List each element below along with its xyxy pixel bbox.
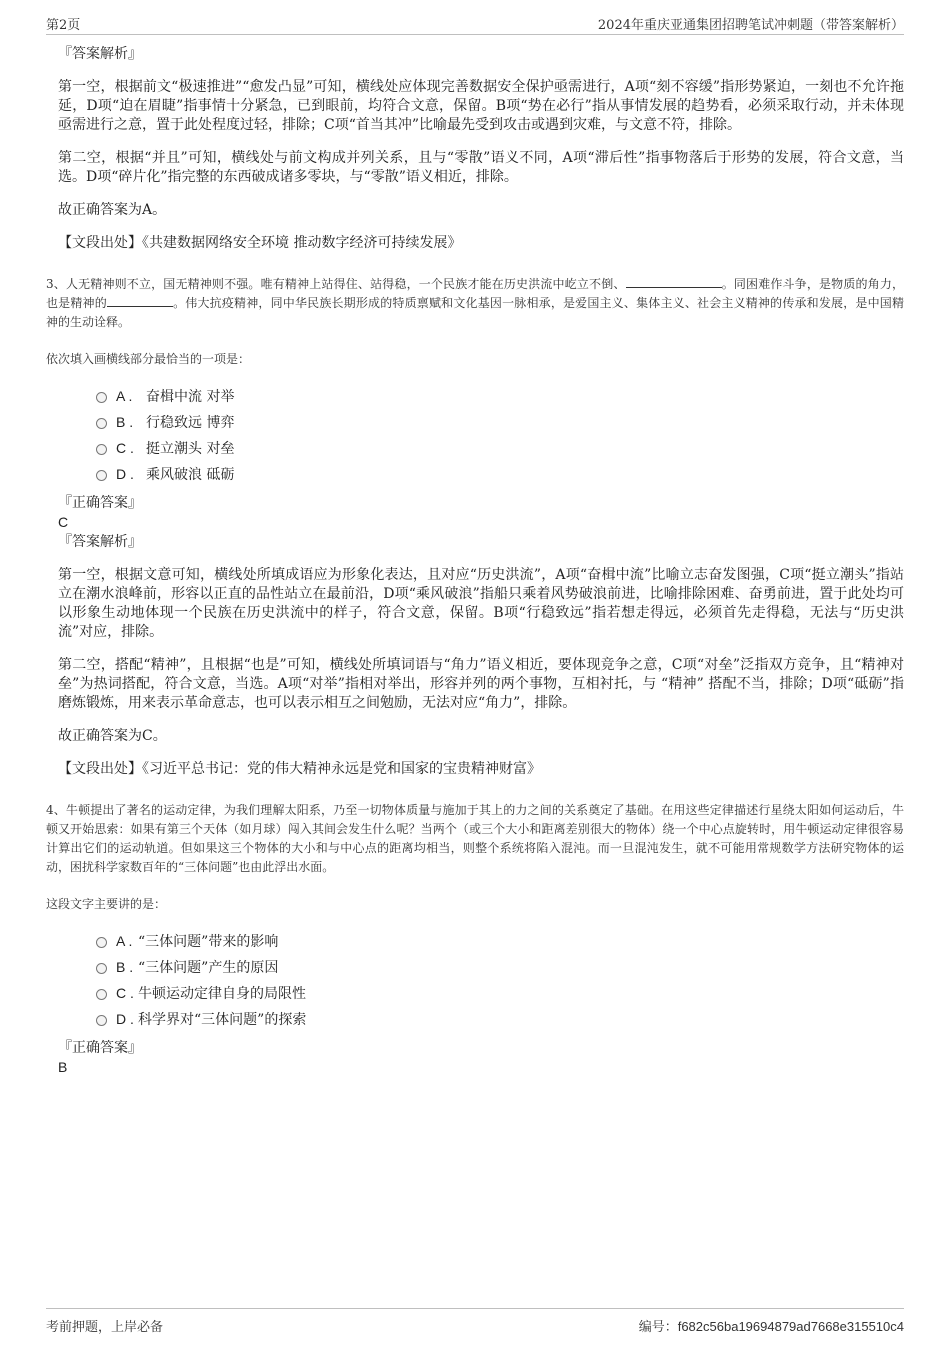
option-b[interactable]: B . 行稳致远 博弈 <box>94 409 904 435</box>
analysis-paragraph: 第二空，根据“并且”可知，横线处与前文构成并列关系，且与“零散”语义不同，A项“滞后性”指事物落后于形势的发展，符合文意，当选。D项“碎片化”指完整的东西破成诸多零块，与“零散”语义相近，排除。 <box>58 150 904 185</box>
question-3 <box>46 275 904 779</box>
option-c[interactable]: C . 牛顿运动定律自身的局限性 <box>94 980 904 1006</box>
option-list <box>94 383 904 487</box>
page-content <box>46 44 904 1077</box>
option-d[interactable]: D . 科学界对“三体问题”的探索 <box>94 1006 904 1032</box>
analysis-paragraph: 第一空，根据前文“极速推进”“愈发凸显”可知，横线处应体现完善数据安全保护亟需进行，A项“刻不容缓”指形势紧迫，一刻也不允许拖延，D项“迫在眉睫”指事情十分紧急，已到眼前，均符合文意，保留。B项“势在必行”指从事情发展的趋势看，必须采取行动，并未体现亟需进行之意，置于此处程度过轻，排除；C项“首当其冲”比喻最先受到攻击或遇到灾难，与文意不符，排除。 <box>58 79 904 133</box>
page-number: 第2页 <box>46 18 81 33</box>
option-a[interactable]: A . 奋楫中流 对举 <box>94 383 904 409</box>
radio-circle-icon[interactable] <box>96 470 107 481</box>
question-stem: 3、人无精神则不立，国无精神则不强。唯有精神上站得住、站得稳，一个民族才能在历史洪流中屹立不倒、 。同困难作斗争，是物质的角力，也是精神的 。伟大抗疫精神，同中华民族长期形成的特质禀赋和文化基因一脉相承，是爱国主义、集体主义、社会主义精神的传承和发展，是中国精神的生动诠释。 <box>46 277 904 329</box>
option-b[interactable]: B . “三体问题”产生的原因 <box>94 954 904 980</box>
source-line <box>58 234 904 253</box>
radio-circle-icon[interactable] <box>96 418 107 429</box>
question-prompt: 依次填入画横线部分最恰当的一项是： <box>46 352 251 366</box>
answer-conclusion: 故正确答案为A。 <box>58 202 167 218</box>
q2-analysis-section <box>46 44 904 253</box>
correct-answer-value: C <box>58 514 69 530</box>
correct-answer-label: 『正确答案』 <box>58 1040 142 1056</box>
answer-blank <box>626 275 722 288</box>
answer-blank <box>107 294 173 307</box>
source-title: 《共建数据网络安全环境 推动数字经济可持续发展》 <box>142 235 462 251</box>
option-list <box>94 928 904 1032</box>
correct-answer-label: 『正确答案』 <box>58 495 142 511</box>
correct-answer-value: B <box>58 1059 68 1075</box>
document-title: 2024年重庆亚通集团招聘笔试冲刺题（带答案解析） <box>597 18 904 33</box>
radio-circle-icon[interactable] <box>96 444 107 455</box>
option-d[interactable]: D . 乘风破浪 砥砺 <box>94 461 904 487</box>
analysis-paragraph: 第一空，根据文意可知，横线处所填成语应为形象化表达，且对应“历史洪流”，A项“奋楫中流”比喻立志奋发图强，C项“挺立潮头”指站立在潮水浪峰前，形容以正直的品性站立在最前沿，D项“乘风破浪”指船只乘着风势破浪前进，比喻排除困难、奋勇前进，置于此处均可以形象生动地体现一个民族在历史洪流中的样子，符合文意，保留。B项“行稳致远”指若想走得远，必须首先走得稳，无法与“历史洪流”对应，排除。 <box>58 567 904 640</box>
question-stem: 4、牛顿提出了著名的运动定律，为我们理解太阳系，乃至一切物体质量与施加于其上的力之间的关系奠定了基础。在用这些定律描述行星绕太阳如何运动后，牛顿又开始思索：如果有第三个天体（如月球）闯入其间会发生什么呢？当两个（或三个大小和距离差别很大的物体）绕一个中心点旋转时，用牛顿运动定律很容易计算出它们的运动轨道。但如果这三个物体的大小和与中心点的距离均相当，则整个系统将陷入混沌。而一旦混沌发生，就不可能用常规数学方法研究物体的运动，困扰科学家数百年的“三体问题”也由此浮出水面。 <box>46 803 904 874</box>
source-label: 【文段出处】 <box>58 761 142 777</box>
question-4 <box>46 801 904 1077</box>
source-label: 【文段出处】 <box>58 235 142 251</box>
document-code: 编号：f682c56ba19694879ad7668e315510c4 <box>638 1319 904 1335</box>
answer-conclusion: 故正确答案为C。 <box>58 728 167 744</box>
radio-circle-icon[interactable] <box>96 937 107 948</box>
option-a[interactable]: A . “三体问题”带来的影响 <box>94 928 904 954</box>
source-title: 《习近平总书记：党的伟大精神永远是党和国家的宝贵精神财富》 <box>142 761 541 777</box>
option-c[interactable]: C . 挺立潮头 对垒 <box>94 435 904 461</box>
q4-answer-section <box>46 1038 904 1077</box>
analysis-paragraph: 第二空，搭配“精神”，且根据“也是”可知，横线处所填词语与“角力”语义相近，要体现竞争之意，C项“对垒”泛指双方竞争，且“精神对垒”为热词搭配，符合文意，当选。A项“对举”指相对举出，形容并列的两个事物，互相衬托，与 “精神” 搭配不当，排除；D项“砥砺”指磨炼锻炼，用来表示革命意志，也可以表示相互之间勉励，无法对应“角力”，排除。 <box>58 657 904 711</box>
analysis-label: 『答案解析』 <box>58 46 142 62</box>
radio-circle-icon[interactable] <box>96 392 107 403</box>
page-footer <box>46 1308 904 1335</box>
footer-slogan: 考前押题，上岸必备 <box>46 1320 164 1335</box>
page-header <box>46 14 904 35</box>
radio-circle-icon[interactable] <box>96 963 107 974</box>
analysis-label: 『答案解析』 <box>58 534 142 550</box>
q3-answer-section <box>46 493 904 779</box>
radio-circle-icon[interactable] <box>96 989 107 1000</box>
question-prompt: 这段文字主要讲的是： <box>46 897 167 911</box>
radio-circle-icon[interactable] <box>96 1015 107 1026</box>
source-line <box>58 760 904 779</box>
